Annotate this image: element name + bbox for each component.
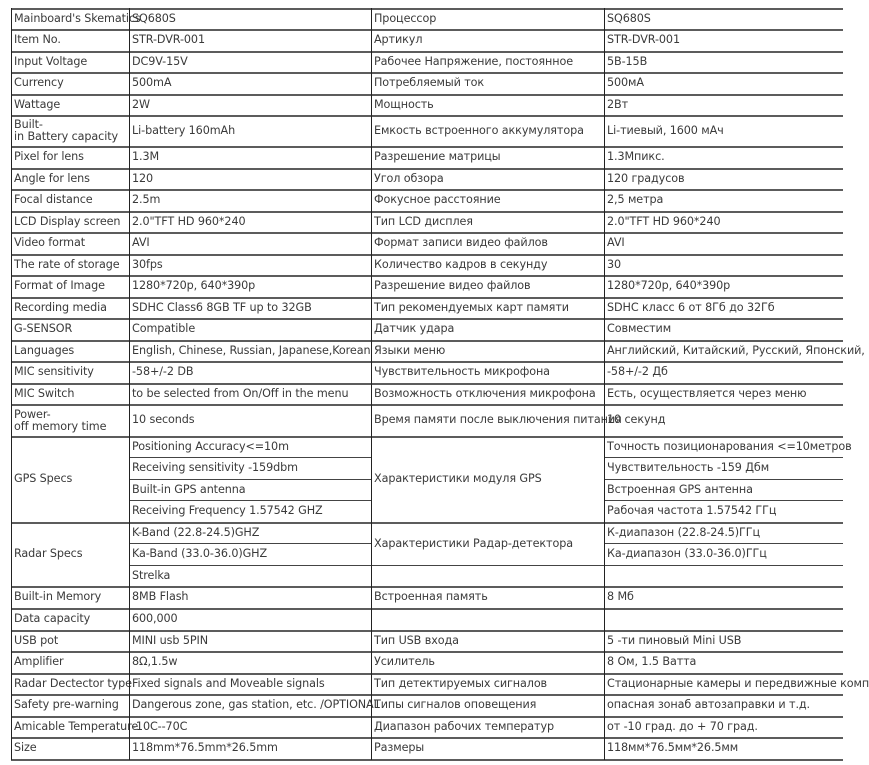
spec-label-en: Amicable Temperature xyxy=(14,719,139,733)
spec-value-en: -58+/-2 DB xyxy=(132,365,194,379)
row-divider xyxy=(11,8,843,10)
row-divider xyxy=(11,51,843,53)
spec-value-ru: 120 градусов xyxy=(607,171,685,185)
spec-value-ru: 500мА xyxy=(607,76,644,90)
row-divider xyxy=(11,72,843,74)
gps-value-en: Built-in GPS antenna xyxy=(132,482,246,496)
radar-value-ru: Ка-диапазон (33.0-36.0)ГГц xyxy=(607,547,767,561)
spec-label-ru: Потребляемый ток xyxy=(374,76,485,90)
row-divider xyxy=(11,340,843,342)
radar-value-ru: К-диапазон (22.8-24.5)ГГц xyxy=(607,525,761,539)
row-divider xyxy=(11,608,843,610)
spec-value-ru: от -10 град. до + 70 град. xyxy=(607,719,758,733)
spec-value-en: 118mm*76.5mm*26.5mm xyxy=(132,741,278,755)
spec-value-en: SQ680S xyxy=(132,11,176,25)
row-divider xyxy=(11,361,843,363)
spec-label-en: G-SENSOR xyxy=(14,322,73,336)
spec-label-ru: Артикул xyxy=(374,33,423,47)
radar-label-ru: Характеристики Радар-детектора xyxy=(374,536,573,550)
spec-value-ru: STR-DVR-001 xyxy=(607,33,680,47)
spec-value-en: 600,000 xyxy=(132,612,178,626)
spec-label-ru: Языки меню xyxy=(374,343,446,357)
spec-label-en: Amplifier xyxy=(14,655,64,669)
spec-label-ru: Размеры xyxy=(374,741,425,755)
spec-label-ru: Время памяти после выключения питания xyxy=(374,413,622,427)
spec-value-ru xyxy=(605,609,842,630)
row-divider xyxy=(11,146,843,148)
spec-label-ru: Разрешение видео файлов xyxy=(374,279,531,293)
spec-value-ru: 5 -ти пиновый Mini USB xyxy=(607,633,742,647)
row-divider xyxy=(11,651,843,653)
radar-value-en: Ka-Band (33.0-36.0)GHZ xyxy=(132,547,268,561)
spec-label-ru: Диапазон рабочих температур xyxy=(374,719,554,733)
spec-value-en: 1.3M xyxy=(132,150,160,164)
spec-label-en: Mainboard's Skematics xyxy=(14,11,141,25)
spec-label-en: Focal distance xyxy=(14,193,93,207)
spec-value-ru: AVI xyxy=(607,236,625,250)
row-divider xyxy=(371,565,604,566)
spec-value-en: English, Chinese, Russian, Japanese,Korean xyxy=(132,343,371,357)
gps-value-en: Positioning Accuracy<=10m xyxy=(132,439,289,453)
spec-value-ru: Есть, осуществляется через меню xyxy=(607,386,807,400)
spec-value-en: Compatible xyxy=(132,322,196,336)
spec-label-en: Data capacity xyxy=(14,612,91,626)
gps-value-ru: Встроенная GPS антенна xyxy=(607,482,753,496)
spec-value-ru: 1.3Мпикс. xyxy=(607,150,665,164)
spec-label-en: Recording media xyxy=(14,300,107,314)
spec-label-ru: Тип детектируемых сигналов xyxy=(374,676,548,690)
column-divider xyxy=(129,8,130,760)
row-divider xyxy=(129,479,371,480)
spec-label-ru: Типы сигналов оповещения xyxy=(374,698,537,712)
spec-value-en: 8MB Flash xyxy=(132,590,189,604)
spec-label-ru: Датчик удара xyxy=(374,322,455,336)
row-divider xyxy=(129,500,371,501)
spec-value-en: Dangerous zone, gas station, etc. /OPTIONAL xyxy=(132,698,380,712)
spec-value-en: Li-battery 160mAh xyxy=(132,123,236,137)
spec-label-en: Built- in Battery capacity xyxy=(14,118,119,143)
spec-label-ru: Фокусное расстояние xyxy=(374,193,501,207)
spec-label-ru: Встроенная память xyxy=(374,590,488,604)
spec-label-en: Item No. xyxy=(14,33,61,47)
spec-value-ru: SQ680S xyxy=(607,11,651,25)
spec-label-en: Pixel for lens xyxy=(14,150,84,164)
row-divider xyxy=(11,254,843,256)
spec-value-en: AVI xyxy=(132,236,150,250)
spec-value-ru: Стационарные камеры и передвижные комп xyxy=(607,676,869,690)
row-divider xyxy=(11,716,843,718)
row-divider xyxy=(11,318,843,320)
row-divider xyxy=(11,275,843,277)
spec-label-ru: Чувствительность микрофона xyxy=(374,365,550,379)
spec-value-en: STR-DVR-001 xyxy=(132,33,205,47)
gps-value-en: Receiving Frequency 1.57542 GHZ xyxy=(132,504,323,518)
row-divider xyxy=(11,115,843,117)
row-divider xyxy=(11,759,843,761)
row-divider xyxy=(11,232,843,234)
spec-value-en: MINI usb 5PIN xyxy=(132,633,208,647)
spec-label-en: USB pot xyxy=(14,633,59,647)
row-divider xyxy=(604,565,843,566)
row-divider xyxy=(11,189,843,191)
spec-value-ru: Li-тиевый, 1600 мАч xyxy=(607,123,724,137)
spec-label-en: Safety pre-warning xyxy=(14,698,119,712)
row-divider xyxy=(11,168,843,170)
row-divider xyxy=(129,457,371,458)
row-divider xyxy=(11,211,843,213)
spec-value-en: to be selected from On/Off in the menu xyxy=(132,386,349,400)
spec-value-ru: Совместим xyxy=(607,322,672,336)
spec-label-en: Video format xyxy=(14,236,86,250)
row-divider xyxy=(11,383,843,385)
row-divider xyxy=(129,543,371,544)
spec-value-ru: 118мм*76.5мм*26.5мм xyxy=(607,741,739,755)
column-divider xyxy=(371,8,372,760)
spec-label-ru: Количество кадров в секунду xyxy=(374,257,548,271)
spec-value-en: 2.0"TFT HD 960*240 xyxy=(132,214,246,228)
radar-value-en: Strelka xyxy=(132,568,171,582)
spec-value-en: 1280*720p, 640*390p xyxy=(132,279,256,293)
spec-label-en: Wattage xyxy=(14,97,61,111)
spec-value-en: 120 xyxy=(132,171,154,185)
spec-value-ru: 1280*720p, 640*390p xyxy=(607,279,731,293)
row-divider xyxy=(604,479,843,480)
spec-label-en: MIC sensitivity xyxy=(14,365,94,379)
row-divider xyxy=(11,586,843,588)
spec-value-en: SDHC Class6 8GB TF up to 32GB xyxy=(132,300,312,314)
spec-value-ru: 10 секунд xyxy=(607,413,666,427)
row-divider xyxy=(11,694,843,696)
spec-label-ru: Тип рекомендуемых карт памяти xyxy=(374,300,569,314)
spec-value-en: 2.5m xyxy=(132,193,161,207)
spec-value-ru: 5В-15В xyxy=(607,54,648,68)
spec-label-en: Format of Image xyxy=(14,279,105,293)
spec-value-ru: 8 Ом, 1.5 Ватта xyxy=(607,655,697,669)
radar-value-ru xyxy=(605,566,842,586)
spec-value-en: 8Ω,1.5w xyxy=(132,655,178,669)
spec-value-ru: Английский, Китайский, Русский, Японский, xyxy=(607,343,865,357)
spec-label-en: Radar Dectector type xyxy=(14,676,132,690)
row-divider xyxy=(11,737,843,739)
row-divider xyxy=(129,565,371,566)
row-divider xyxy=(11,630,843,632)
spec-value-en: 2W xyxy=(132,97,150,111)
spec-label-ru: Процессор xyxy=(374,11,437,25)
spec-label-en: The rate of storage xyxy=(14,257,120,271)
spec-value-ru: 30 xyxy=(607,257,622,271)
spec-value-ru: 2,5 метра xyxy=(607,193,664,207)
spec-value-en: Fixed signals and Moveable signals xyxy=(132,676,325,690)
gps-value-ru: Рабочая частота 1.57542 ГГц xyxy=(607,504,777,518)
spec-label-en: LCD Display screen xyxy=(14,214,121,228)
spec-label-ru xyxy=(372,609,603,630)
spec-value-en: 10 seconds xyxy=(132,413,195,427)
gps-value-ru: Чувствительность -159 Дбм xyxy=(607,461,770,475)
spec-value-ru: 2.0"TFT HD 960*240 xyxy=(607,214,721,228)
spec-label-en: Power- off memory time xyxy=(14,407,107,433)
row-divider xyxy=(604,457,843,458)
spec-value-en: 500mA xyxy=(132,76,172,90)
gps-value-en: Receiving sensitivity -159dbm xyxy=(132,461,298,475)
row-divider xyxy=(11,673,843,675)
spec-label-en: Angle for lens xyxy=(14,171,90,185)
row-divider xyxy=(11,29,843,31)
spec-label-ru: Мощность xyxy=(374,97,434,111)
spec-label-ru: Емкость встроенного аккумулятора xyxy=(374,123,584,137)
spec-label-ru: Формат записи видео файлов xyxy=(374,236,548,250)
spec-label-ru: Тип USB входа xyxy=(374,633,459,647)
gps-label-ru: Характеристики модуля GPS xyxy=(374,472,542,486)
spec-label-ru: Рабочее Напряжение, постоянное xyxy=(374,54,573,68)
spec-label-ru: Разрешение матрицы xyxy=(374,150,501,164)
row-divider xyxy=(604,500,843,501)
spec-label-en: Size xyxy=(14,741,37,755)
row-divider xyxy=(604,543,843,544)
row-divider xyxy=(11,94,843,96)
spec-value-en: DC9V-15V xyxy=(132,54,188,68)
spec-label-ru: Возможность отключения микрофона xyxy=(374,386,596,400)
spec-label-en: Built-in Memory xyxy=(14,590,102,604)
spec-label-en: Input Voltage xyxy=(14,54,88,68)
radar-value-en: K-Band (22.8-24.5)GHZ xyxy=(132,525,260,539)
spec-label-en: Languages xyxy=(14,343,75,357)
spec-label-ru: Усилитель xyxy=(374,655,435,669)
row-divider xyxy=(11,297,843,299)
spec-value-ru: SDHC класс 6 от 8Гб до 32Гб xyxy=(607,300,775,314)
spec-value-ru: опасная зонаб автозаправки и т.д. xyxy=(607,698,810,712)
gps-value-ru: Точность позиционарования <=10метров xyxy=(607,439,852,453)
gps-label-en: GPS Specs xyxy=(14,472,73,486)
spec-value-ru: 2Вт xyxy=(607,97,629,111)
spec-value-ru: 8 Мб xyxy=(607,590,634,604)
spec-label-en: Currency xyxy=(14,76,64,90)
spec-label-en: MIC Switch xyxy=(14,386,75,400)
row-divider xyxy=(11,404,843,406)
spec-value-ru: -58+/-2 Дб xyxy=(607,365,668,379)
spec-label-ru: Тип LCD дисплея xyxy=(374,214,473,228)
column-divider xyxy=(11,8,12,760)
spec-label-ru: Угол обзора xyxy=(374,171,444,185)
spec-value-en: -10C--70C xyxy=(132,719,188,733)
column-divider xyxy=(604,8,605,760)
spec-value-en: 30fps xyxy=(132,257,163,271)
radar-label-en: Radar Specs xyxy=(14,547,83,561)
